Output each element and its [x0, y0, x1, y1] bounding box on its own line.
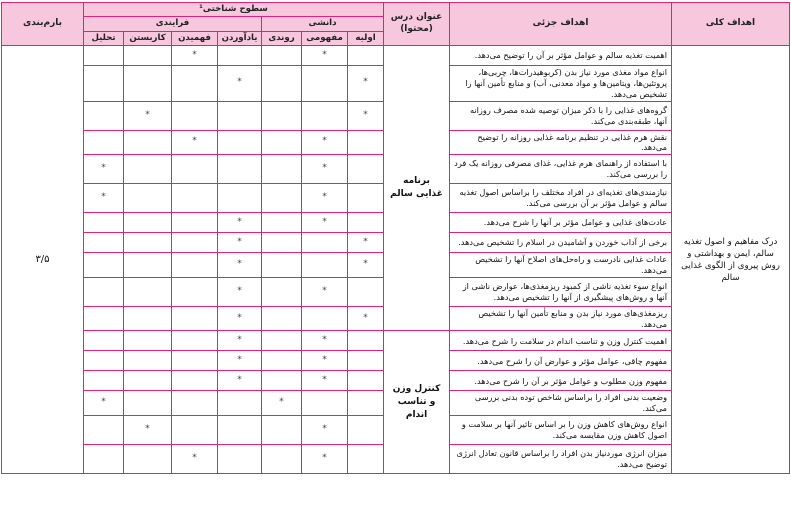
header-sublevel: فهمیدن [172, 31, 218, 45]
level-mark: * [302, 416, 348, 445]
level-mark [172, 184, 218, 213]
level-mark [218, 184, 262, 213]
level-mark: * [348, 101, 384, 130]
level-mark [84, 445, 124, 474]
general-goal: درک مفاهیم و اصول تغذیه سالم، ایمن و بهداشتی و روش پیروی از الگوی غذایی سالم [672, 46, 790, 474]
level-mark [172, 391, 218, 416]
header-scoring: بارم‌بندی [2, 3, 84, 46]
partial-goal: برخی از آداب خوردن و آشامیدن در اسلام را تشخیص می‌دهد. [450, 233, 672, 253]
header-knowledge: دانشی [262, 17, 384, 31]
level-mark [172, 213, 218, 233]
level-mark [262, 101, 302, 130]
level-mark: * [172, 445, 218, 474]
level-mark [124, 233, 172, 253]
level-mark: * [302, 331, 348, 351]
partial-goal: عادات غذایی نادرست و راه‌حل‌های اصلاح آنها را تشخیص می‌دهد. [450, 253, 672, 278]
level-mark [348, 213, 384, 233]
level-mark [348, 155, 384, 184]
level-mark [262, 277, 302, 306]
level-mark: * [218, 213, 262, 233]
level-mark [262, 46, 302, 66]
level-mark [348, 277, 384, 306]
level-mark [302, 233, 348, 253]
level-mark: * [302, 130, 348, 155]
level-mark [262, 66, 302, 101]
level-mark [84, 46, 124, 66]
level-mark: * [348, 253, 384, 278]
level-mark [218, 416, 262, 445]
level-mark [302, 101, 348, 130]
level-mark [84, 101, 124, 130]
level-mark [262, 331, 302, 351]
level-mark [84, 253, 124, 278]
level-mark: * [84, 391, 124, 416]
level-mark: * [124, 101, 172, 130]
level-mark: * [218, 351, 262, 371]
level-mark [348, 416, 384, 445]
partial-goal: میزان انرژی موردنیاز بدن افراد را براساس قانون تعادل انرژی توضیح می‌دهد. [450, 445, 672, 474]
level-mark [172, 371, 218, 391]
level-mark [84, 213, 124, 233]
level-mark: * [218, 331, 262, 351]
level-mark: * [218, 371, 262, 391]
level-mark [124, 391, 172, 416]
level-mark [124, 371, 172, 391]
level-mark: * [262, 391, 302, 416]
level-mark [124, 445, 172, 474]
level-mark [124, 155, 172, 184]
header-lesson-title: عنوان درس (محتوا) [384, 3, 450, 46]
level-mark [218, 46, 262, 66]
level-mark [262, 351, 302, 371]
level-mark [348, 130, 384, 155]
level-mark [172, 351, 218, 371]
level-mark [172, 155, 218, 184]
level-mark [84, 233, 124, 253]
partial-goal: مفهوم وزن مطلوب و عوامل مؤثر بر آن را شرح می‌دهد. [450, 371, 672, 391]
partial-goal: انواع مواد مغذی مورد نیاز بدن (کربوهیدرات‌ها، چربی‌ها، پروتئین‌ها، ویتامین‌ها و مواد معدنی، آب) و منابع تأمین آنها را تشخیص می‌دهد. [450, 66, 672, 101]
level-mark: * [124, 416, 172, 445]
partial-goal: با استفاده از راهنمای هرم غذایی، غذای مصرفی روزانه یک فرد را بررسی می‌کند. [450, 155, 672, 184]
objectives-table [1, 2, 790, 474]
level-mark [262, 445, 302, 474]
level-mark [124, 306, 172, 331]
partial-goal: انواع روش‌های کاهش وزن را بر اساس تاثیر آنها بر سلامت و اصول کاهش وزن مقایسه می‌کند. [450, 416, 672, 445]
level-mark [302, 306, 348, 331]
level-mark [262, 416, 302, 445]
header-cognitive-levels: سطوح شناختی¹ [84, 3, 384, 17]
level-mark: * [218, 277, 262, 306]
header-sublevel: روندی [262, 31, 302, 45]
header-sublevel: یادآوردن [218, 31, 262, 45]
header-partial-goals: اهداف جزئی [450, 3, 672, 46]
level-mark [124, 277, 172, 306]
header-sublevel: اولیه [348, 31, 384, 45]
level-mark [124, 46, 172, 66]
lesson-title: برنامه غذایی سالم [384, 46, 450, 331]
level-mark: * [302, 351, 348, 371]
level-mark [172, 331, 218, 351]
level-mark [348, 445, 384, 474]
level-mark [302, 253, 348, 278]
partial-goal: گروه‌های غذایی را با ذکر میزان توصیه شده مصرف روزانه آنها، طبقه‌بندی می‌کند. [450, 101, 672, 130]
level-mark [262, 213, 302, 233]
level-mark [348, 331, 384, 351]
table-row [2, 46, 790, 66]
level-mark [84, 306, 124, 331]
level-mark [84, 130, 124, 155]
level-mark: * [218, 253, 262, 278]
level-mark [124, 130, 172, 155]
level-mark [218, 101, 262, 130]
level-mark: * [84, 184, 124, 213]
header-sublevel: تحلیل [84, 31, 124, 45]
header-sublevel: مفهومی [302, 31, 348, 45]
level-mark [262, 233, 302, 253]
level-mark: * [218, 306, 262, 331]
level-mark [302, 66, 348, 101]
level-mark [124, 184, 172, 213]
level-mark [172, 233, 218, 253]
partial-goal: اهمیت تغذیه سالم و عوامل مؤثر بر آن را توضیح می‌دهد. [450, 46, 672, 66]
level-mark [262, 184, 302, 213]
level-mark [84, 371, 124, 391]
level-mark: * [302, 46, 348, 66]
level-mark [124, 331, 172, 351]
level-mark [84, 416, 124, 445]
level-mark [124, 253, 172, 278]
level-mark: * [218, 66, 262, 101]
level-mark [262, 306, 302, 331]
partial-goal: نیازمندی‌های تغذیه‌ای در افراد مختلف را براساس اصول تغذیه سالم و عوامل مؤثر بر آن بررسی می‌کند. [450, 184, 672, 213]
level-mark: * [302, 445, 348, 474]
level-mark [124, 66, 172, 101]
level-mark [348, 391, 384, 416]
table-row [2, 331, 790, 351]
lesson-title: کنترل وزن و تناسب اندام [384, 331, 450, 474]
level-mark [84, 277, 124, 306]
level-mark: * [348, 66, 384, 101]
partial-goal: مفهوم چاقی، عوامل مؤثر و عوارض آن را شرح می‌دهد. [450, 351, 672, 371]
header-process: فرایندی [84, 17, 262, 31]
level-mark: * [218, 233, 262, 253]
level-mark [84, 66, 124, 101]
level-mark: * [302, 184, 348, 213]
level-mark [172, 277, 218, 306]
level-mark [218, 391, 262, 416]
level-mark [262, 155, 302, 184]
level-mark [302, 391, 348, 416]
level-mark [124, 351, 172, 371]
level-mark [124, 213, 172, 233]
level-mark: * [302, 277, 348, 306]
level-mark: * [302, 155, 348, 184]
level-mark [262, 371, 302, 391]
level-mark [172, 253, 218, 278]
level-mark [172, 306, 218, 331]
level-mark: * [172, 130, 218, 155]
level-mark [218, 155, 262, 184]
level-mark [348, 371, 384, 391]
level-mark [218, 445, 262, 474]
level-mark [262, 253, 302, 278]
header-general-goals: اهداف کلی [672, 3, 790, 46]
level-mark: * [348, 233, 384, 253]
level-mark [84, 331, 124, 351]
partial-goal: اهمیت کنترل وزن و تناسب اندام در سلامت را شرح می‌دهد. [450, 331, 672, 351]
partial-goal: انواع سوء تغذیه ناشی از کمبود ریزمغذی‌ها، عوارض ناشی از آنها و روش‌های پیشگیری از آنها را تشخیص می‌دهد. [450, 277, 672, 306]
level-mark: * [302, 371, 348, 391]
partial-goal: عادت‌های غذایی و عوامل مؤثر بر آنها را شرح می‌دهد. [450, 213, 672, 233]
level-mark [172, 416, 218, 445]
partial-goal: وضعیت بدنی افراد را براساس شاخص توده بدنی بررسی می‌کند. [450, 391, 672, 416]
level-mark [348, 46, 384, 66]
partial-goal: ریزمغذی‌های مورد نیاز بدن و منابع تأمین آنها را تشخیص می‌دهد. [450, 306, 672, 331]
level-mark [262, 130, 302, 155]
level-mark: * [302, 213, 348, 233]
level-mark [172, 66, 218, 101]
partial-goal: نقش هرم غذایی در تنظیم برنامه غذایی روزانه را توضیح می‌دهد. [450, 130, 672, 155]
level-mark: * [348, 306, 384, 331]
header-sublevel: کاربستن [124, 31, 172, 45]
level-mark: * [172, 46, 218, 66]
score-value: ۳/۵ [2, 46, 84, 474]
level-mark [348, 351, 384, 371]
level-mark: * [84, 155, 124, 184]
level-mark [172, 101, 218, 130]
level-mark [218, 130, 262, 155]
level-mark [84, 351, 124, 371]
level-mark [348, 184, 384, 213]
